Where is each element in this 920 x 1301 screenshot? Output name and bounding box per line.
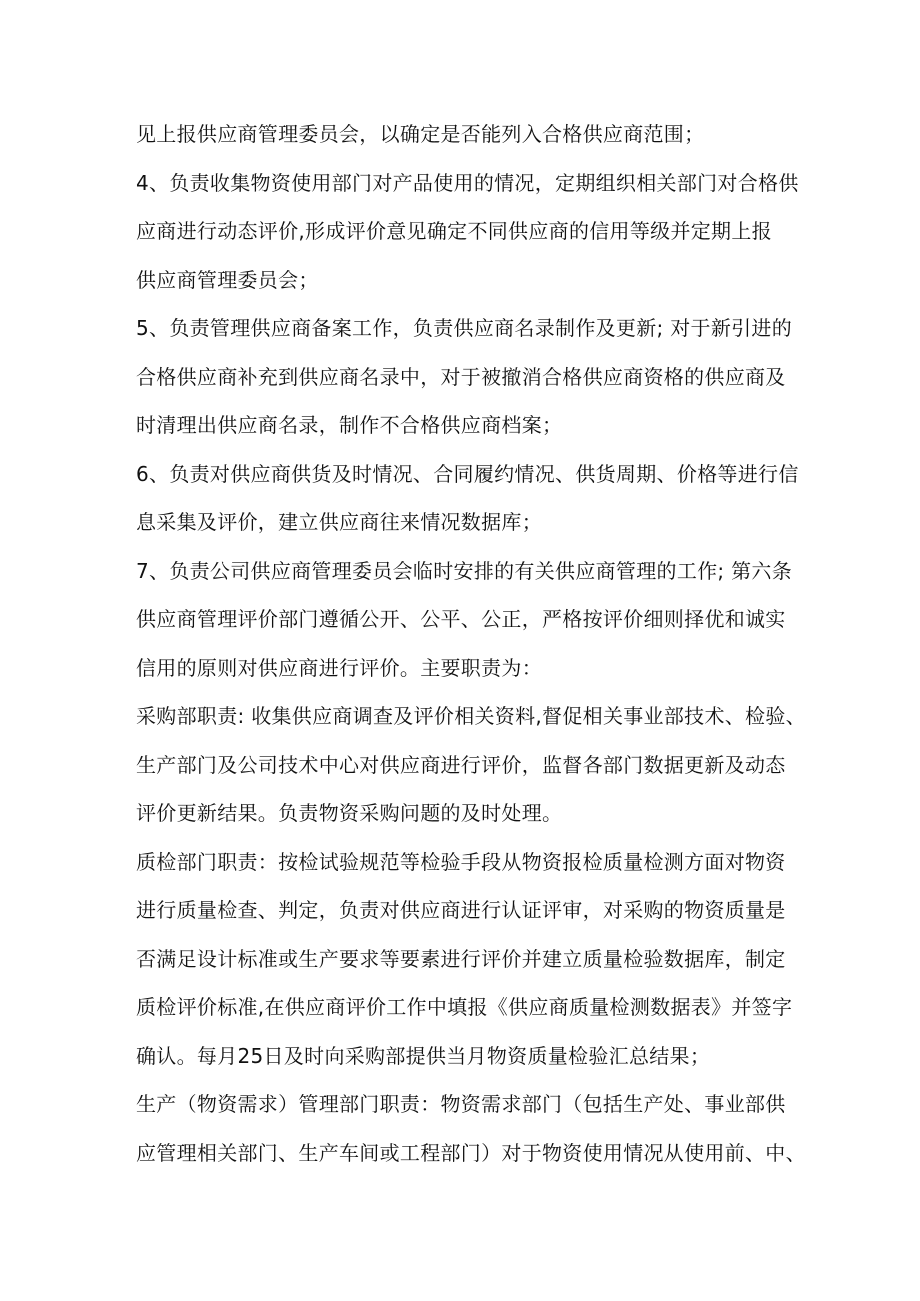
- text-line: 6、负责对供应商供货及时情况、合同履约情况、供货周期、价格等进行信: [136, 461, 799, 486]
- text-line: 5、负责管理供应商备案工作，负责供应商名录制作及更新; 对于新引进的: [136, 316, 793, 340]
- text-line: 7、负责公司供应商管理委员会临时安排的有关供应商管理的工作; 第六条: [136, 558, 793, 583]
- text-line: 质检部门职责：按检试验规范等检验手段从物资报检质量检测方面对物资: [136, 849, 786, 874]
- text-line: 时清理出供应商名录，制作不合格供应商档案；: [136, 413, 563, 437]
- text-line: 应商进行动态评价,形成评价意见确定不同供应商的信用等级并定期上报: [136, 219, 772, 243]
- text-line: 供应商管理评价部门遵循公开、公平、公正，严格按评价细则择优和诚实: [136, 607, 786, 631]
- text-line: 见上报供应商管理委员会，以确定是否能列入合格供应商范围；: [136, 122, 705, 146]
- text-line: 采购部职责: 收集供应商调查及评价相关资料,督促相关事业部技术、检验、: [136, 704, 806, 728]
- text-line: 质检评价标准,在供应商评价工作中填报《供应商质量检测数据表》并签字: [136, 995, 793, 1019]
- text-line: 应管理相关部门、生产车间或工程部门）对于物资使用情况从使用前、中、: [136, 1140, 806, 1165]
- text-line: 否满足设计标准或生产要求等要素进行评价并建立质量检验数据库，制定: [136, 946, 786, 971]
- text-line: 合格供应商补充到供应商名录中，对于被撤消合格供应商资格的供应商及: [136, 364, 786, 389]
- text-line: 4、负责收集物资使用部门对产品使用的情况，定期组织相关部门对合格供: [136, 170, 799, 195]
- text-line: 生产（物资需求）管理部门职责：物资需求部门（包括生产处、事业部供: [136, 1092, 786, 1116]
- text-line: 生产部门及公司技术中心对供应商进行评价，监督各部门数据更新及动态: [136, 752, 786, 777]
- text-line: 进行质量检查、判定，负责对供应商进行认证评审，对采购的物资质量是: [136, 898, 786, 922]
- text-line: 信用的原则对供应商进行评价。主要职责为：: [136, 655, 542, 680]
- text-line: 评价更新结果。负责物资采购问题的及时处理。: [136, 801, 563, 825]
- text-line: 确认。每月25日及时向采购部提供当月物资质量检验汇总结果；: [136, 1043, 711, 1068]
- text-line: 供应商管理委员会；: [136, 267, 319, 292]
- text-line: 息采集及评价，建立供应商往来情况数据库；: [136, 510, 542, 534]
- document-body: [136, 113, 806, 1180]
